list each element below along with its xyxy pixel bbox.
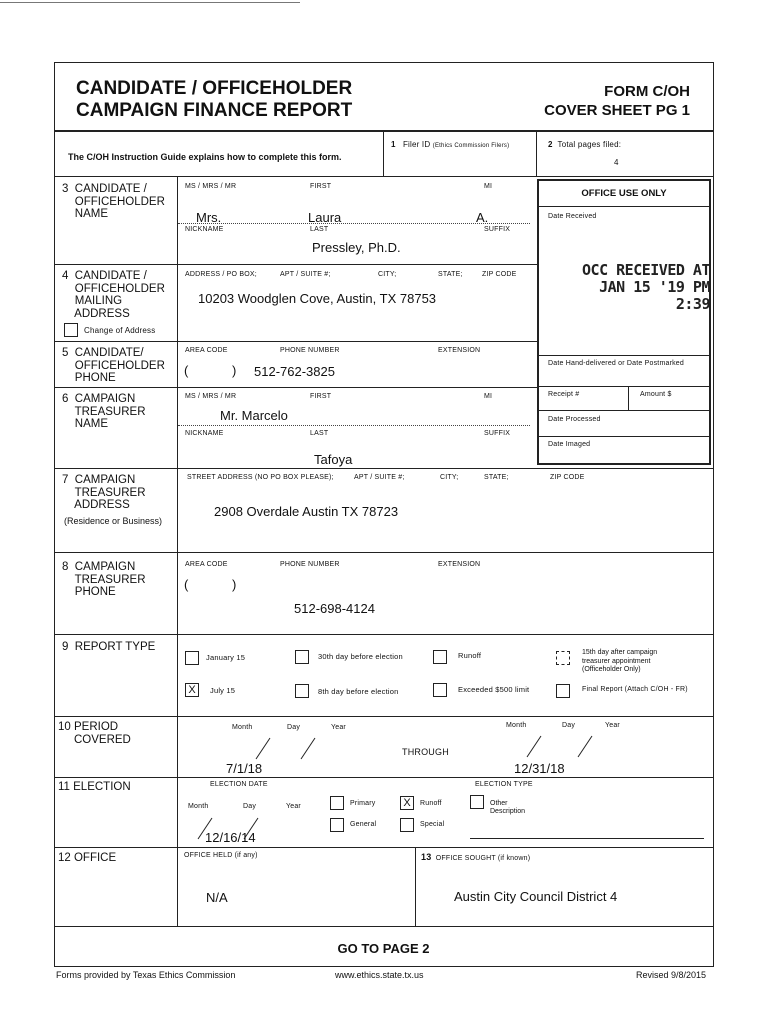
day15-label: 15th day after campaign treasurer appointment (Officeholder Only): [582, 649, 658, 673]
election-day-header: Day: [243, 803, 257, 810]
election-type-header: ELECTION TYPE: [475, 781, 533, 788]
from-day-header: Day: [287, 724, 301, 731]
office-use-title: OFFICE USE ONLY: [581, 188, 667, 199]
s5-paren-close: ): [232, 363, 237, 378]
x-mark: X: [403, 797, 411, 809]
from-year-header: Year: [331, 724, 346, 731]
s5-paren-open: (: [184, 363, 189, 378]
s5-label: 5 CANDIDATE/ OFFICEHOLDER PHONE: [62, 347, 165, 384]
primary-checkbox[interactable]: [330, 796, 344, 810]
primary-label: Primary: [350, 800, 376, 807]
general-label: General: [350, 821, 377, 828]
jan15-label: January 15: [206, 653, 246, 662]
s3-ms: Mrs.: [196, 210, 222, 225]
s10-label: 10 PERIOD COVERED: [58, 721, 131, 746]
s6-last-header: LAST: [310, 430, 329, 437]
s5-ext-header: EXTENSION: [438, 347, 481, 354]
s3-label: 3 CANDIDATE / OFFICEHOLDER NAME: [62, 183, 165, 220]
s4-state-header: STATE;: [438, 271, 463, 278]
s12-label: 12 OFFICE: [58, 852, 117, 864]
runoff-election-label: Runoff: [420, 800, 442, 807]
day30-label: 30th day before election: [318, 652, 403, 661]
s6-suffix-header: SUFFIX: [484, 430, 511, 437]
s5-area-header: AREA CODE: [185, 347, 228, 354]
jul15-label: July 15: [210, 686, 236, 695]
runoff-report-label: Runoff: [458, 651, 482, 660]
office-sought-label: 13 OFFICE SOUGHT (if known): [421, 852, 531, 862]
date-imaged-label: Date Imaged: [548, 441, 591, 448]
divider: [54, 847, 713, 848]
from-month-header: Month: [232, 724, 253, 731]
s4-address: 10203 Woodglen Cove, Austin, TX 78753: [198, 291, 437, 306]
s8-label: 8 CAMPAIGN TREASURER PHONE: [62, 561, 146, 598]
office-held-value: N/A: [206, 890, 228, 905]
s3-last: Pressley, Ph.D.: [312, 240, 401, 255]
footer-left: Forms provided by Texas Ethics Commission: [56, 970, 236, 980]
form-id: FORM C/OH COVER SHEET PG 1: [544, 83, 690, 119]
s7-city-header: CITY;: [440, 474, 459, 481]
office-held-label: OFFICE HELD (if any): [184, 852, 258, 859]
office-sought-value: Austin City Council District 4: [454, 889, 618, 904]
s8-area-header: AREA CODE: [185, 561, 228, 568]
election-date: 12/16/14: [205, 830, 256, 845]
s7-street-header: STREET ADDRESS (NO PO BOX PLEASE);: [187, 474, 334, 481]
through-label: THROUGH: [402, 747, 449, 757]
filer-id-label: 1 Filer ID (Ethics Commission Filers): [391, 140, 510, 149]
s9-label: 9 REPORT TYPE: [62, 641, 156, 653]
date-received-label: Date Received: [548, 213, 597, 220]
period-from: 7/1/18: [226, 761, 263, 776]
form-title: CANDIDATE / OFFICEHOLDER CAMPAIGN FINANCE REPORT: [76, 78, 353, 121]
s7-label: 7 CAMPAIGN TREASURER ADDRESS: [62, 474, 146, 511]
runoff-election-checkbox[interactable]: [400, 796, 414, 810]
s6-label: 6 CAMPAIGN TREASURER NAME: [62, 393, 146, 430]
date-hand-label: Date Hand-delivered or Date Postmarked: [548, 360, 684, 367]
instruction-text: The C/OH Instruction Guide explains how to complete this form.: [68, 152, 342, 162]
divider: [415, 847, 416, 926]
receipt-label: Receipt #: [548, 391, 580, 398]
s8-ext-header: EXTENSION: [438, 561, 481, 568]
s7-apt-header: APT / SUITE #;: [354, 474, 405, 481]
to-year-header: Year: [605, 722, 620, 729]
s3-first: Laura: [308, 210, 342, 225]
special-checkbox[interactable]: [400, 818, 414, 832]
general-checkbox[interactable]: [330, 818, 344, 832]
other-label: Other Description: [490, 800, 526, 815]
s4-address-header: ADDRESS / PO BOX;: [185, 271, 257, 278]
final-report-label: Final Report (Attach C/OH - FR): [582, 686, 688, 693]
s3-first-header: FIRST: [310, 183, 332, 190]
divider: [54, 926, 713, 927]
go-to-page-2: GO TO PAGE 2: [337, 941, 430, 956]
day8-label: 8th day before election: [318, 687, 399, 696]
s7-state-header: STATE;: [484, 474, 509, 481]
total-pages-label: 2 Total pages filed:: [548, 140, 622, 149]
to-month-header: Month: [506, 722, 527, 729]
date-processed-label: Date Processed: [548, 416, 601, 423]
other-checkbox[interactable]: [470, 795, 484, 809]
divider: [54, 777, 713, 778]
election-date-header: ELECTION DATE: [210, 781, 268, 788]
s6-nick-header: NICKNAME: [185, 430, 224, 437]
footer-center: www.ethics.state.tx.us: [335, 970, 424, 980]
s3-last-header: LAST: [310, 226, 329, 233]
s7-sub: (Residence or Business): [64, 516, 163, 526]
election-year-header: Year: [286, 803, 301, 810]
s5-phone: 512-762-3825: [254, 364, 335, 379]
s4-zip-header: ZIP CODE: [482, 271, 517, 278]
s4-apt-header: APT / SUITE #;: [280, 271, 331, 278]
s6-mi-header: MI: [484, 393, 493, 400]
s4-label: 4 CANDIDATE / OFFICEHOLDER MAILING ADDRESS: [62, 270, 165, 320]
footer-right: Revised 9/8/2015: [636, 970, 707, 980]
s5-phone-header: PHONE NUMBER: [280, 347, 340, 354]
to-day-header: Day: [562, 722, 576, 729]
s7-address: 2908 Overdale Austin TX 78723: [214, 504, 399, 519]
period-to: 12/31/18: [514, 761, 565, 776]
s3-mi: A.: [476, 210, 489, 225]
s3-mi-header: MI: [484, 183, 493, 190]
special-label: Special: [420, 821, 445, 828]
s8-paren-close: ): [232, 577, 237, 592]
s3-suffix-header: SUFFIX: [484, 226, 511, 233]
s6-first-header: FIRST: [310, 393, 332, 400]
received-stamp: OCC RECEIVED AT JAN 15 '19 PM 2:39: [582, 261, 710, 313]
s8-phone-header: PHONE NUMBER: [280, 561, 340, 568]
other-description-line: [470, 838, 704, 839]
x-mark: X: [188, 684, 196, 696]
s6-ms-header: MS / MRS / MR: [185, 393, 237, 400]
change-of-address-label: Change of Address: [84, 326, 156, 335]
amount-label: Amount $: [640, 391, 672, 398]
s4-city-header: CITY;: [378, 271, 397, 278]
s11-label: 11 ELECTION: [58, 781, 131, 793]
total-pages-value: 4: [614, 158, 619, 167]
s8-paren-open: (: [184, 577, 189, 592]
s7-zip-header: ZIP CODE: [550, 474, 585, 481]
s6-last: Tafoya: [314, 452, 353, 467]
exceeded-label: Exceeded $500 limit: [458, 685, 530, 694]
s3-nick-header: NICKNAME: [185, 226, 224, 233]
s8-phone: 512-698-4124: [294, 601, 375, 616]
s3-ms-header: MS / MRS / MR: [185, 183, 237, 190]
election-month-header: Month: [188, 803, 209, 810]
s6-name: Mr. Marcelo: [220, 408, 288, 423]
